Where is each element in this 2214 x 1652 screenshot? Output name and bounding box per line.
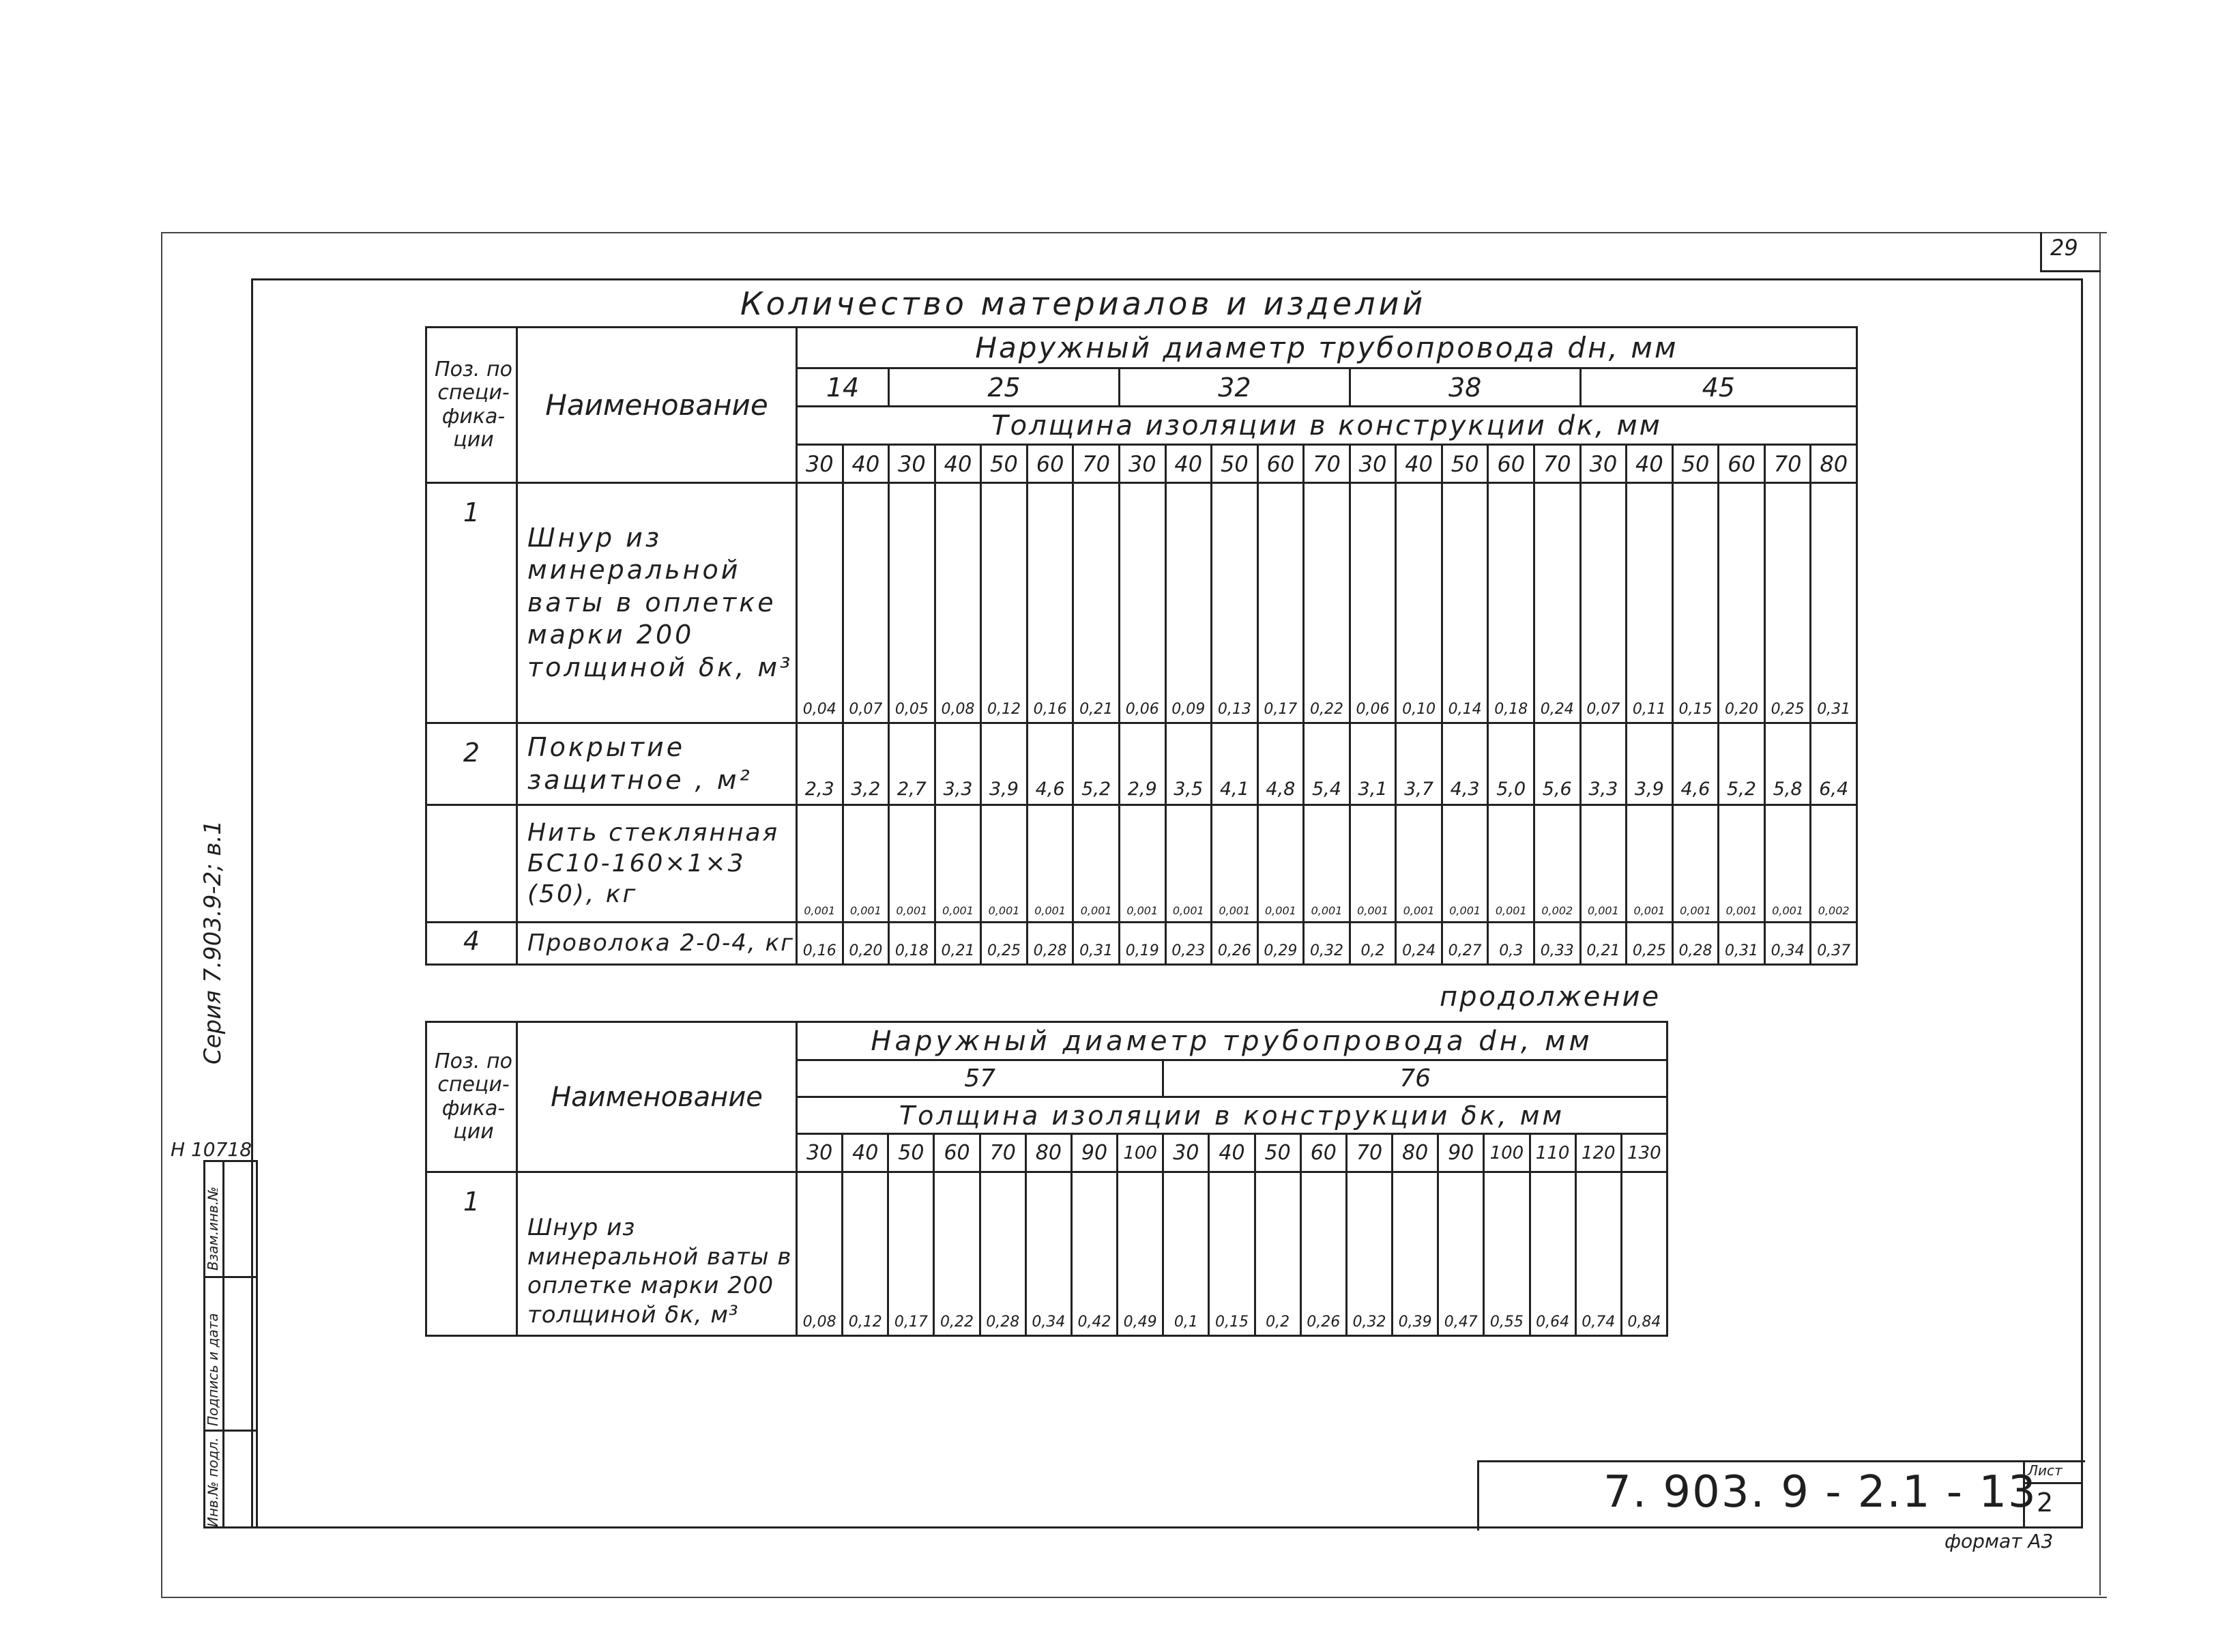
value-cell: 0,001 <box>1027 805 1073 923</box>
thickness-cell: 70 <box>1534 445 1581 483</box>
row-name: Шнур из минеральной ваты в оплетке марки 200 толщиной δк, м³ <box>517 1172 797 1336</box>
value-cell: 0,25 <box>981 923 1028 965</box>
value-cell: 0,26 <box>1212 923 1258 965</box>
value-cell: 0,05 <box>889 483 935 723</box>
thickness-cell: 60 <box>1027 445 1073 483</box>
thickness-cell: 90 <box>1071 1134 1117 1172</box>
thickness-header: Толщина изоляции в конструкции dк, мм <box>797 407 1857 445</box>
series-label: Серия 7.903.9-2; в.1 <box>199 820 227 1064</box>
diameter-cell: 38 <box>1350 368 1580 407</box>
diameter-cell: 14 <box>797 368 889 407</box>
thickness-cell: 70 <box>980 1134 1025 1172</box>
value-cell: 0,39 <box>1393 1172 1438 1336</box>
value-cell: 0,2 <box>1350 923 1396 965</box>
value-cell: 4,6 <box>1027 723 1073 805</box>
value-cell: 3,5 <box>1165 723 1212 805</box>
value-cell: 4,6 <box>1672 723 1719 805</box>
value-cell: 0,34 <box>1025 1172 1071 1336</box>
value-cell: 0,17 <box>888 1172 934 1336</box>
thickness-cell: 90 <box>1438 1134 1484 1172</box>
value-cell: 0,20 <box>1719 483 1765 723</box>
value-cell: 0,34 <box>1764 923 1811 965</box>
value-cell: 0,12 <box>843 1172 888 1336</box>
value-cell: 0,24 <box>1534 483 1581 723</box>
value-cell: 0,001 <box>1073 805 1120 923</box>
thickness-cell: 50 <box>981 445 1028 483</box>
value-cell: 0,23 <box>1165 923 1212 965</box>
value-cell: 0,18 <box>1488 483 1534 723</box>
value-cell: 5,2 <box>1719 723 1765 805</box>
thickness-cell: 40 <box>1396 445 1442 483</box>
value-cell: 2,3 <box>797 723 843 805</box>
value-cell: 0,12 <box>981 483 1028 723</box>
value-cell: 0,22 <box>934 1172 980 1336</box>
name-header: Наименование <box>517 328 797 483</box>
value-cell: 0,001 <box>1165 805 1212 923</box>
row-name: Нить стеклянная БС10-160×1×3 (50), кг <box>517 805 797 923</box>
value-cell: 0,49 <box>1118 1172 1163 1336</box>
value-cell: 0,42 <box>1071 1172 1117 1336</box>
value-cell: 0,26 <box>1300 1172 1346 1336</box>
value-cell: 0,001 <box>1672 805 1719 923</box>
value-cell: 0,32 <box>1304 923 1350 965</box>
side-stamp-signature: Подпись и дата <box>205 1313 221 1426</box>
thickness-cell: 50 <box>1672 445 1719 483</box>
value-cell: 5,6 <box>1534 723 1581 805</box>
value-cell: 4,8 <box>1257 723 1304 805</box>
value-cell: 0,08 <box>935 483 981 723</box>
thickness-cell: 50 <box>1255 1134 1300 1172</box>
thickness-cell: 40 <box>935 445 981 483</box>
value-cell: 0,29 <box>1257 923 1304 965</box>
pos-header: Поз. по специ- фика- ции <box>426 1022 517 1172</box>
thickness-cell: 80 <box>1393 1134 1438 1172</box>
thickness-cell: 30 <box>1163 1134 1209 1172</box>
value-cell: 3,9 <box>981 723 1028 805</box>
inventory-number: Н 10718 <box>171 1138 252 1161</box>
thickness-cell: 40 <box>1209 1134 1255 1172</box>
value-cell: 0,19 <box>1119 923 1165 965</box>
row-name: Шнур из минеральной ваты в оплетке марки 200 толщиной δк, м³ <box>517 483 797 723</box>
value-cell: 0,25 <box>1764 483 1811 723</box>
thickness-cell: 60 <box>1300 1134 1346 1172</box>
table-row <box>426 923 1857 965</box>
thickness-cell: 30 <box>1350 445 1396 483</box>
thickness-cell: 80 <box>1025 1134 1071 1172</box>
outer-sheet-right-edge <box>2099 232 2101 1595</box>
value-cell: 0,21 <box>1580 923 1627 965</box>
table-row <box>426 805 1857 923</box>
value-cell: 0,13 <box>1212 483 1258 723</box>
value-cell: 0,15 <box>1672 483 1719 723</box>
value-cell: 0,10 <box>1396 483 1442 723</box>
thickness-cell: 60 <box>1488 445 1534 483</box>
value-cell: 3,7 <box>1396 723 1442 805</box>
document-number: 7. 903. 9 - 2.1 - 13 <box>1603 1467 2037 1518</box>
thickness-cell: 110 <box>1530 1134 1575 1172</box>
value-cell: 0,001 <box>1627 805 1673 923</box>
thickness-cell: 70 <box>1764 445 1811 483</box>
row-name: Покрытие защитное , м² <box>517 723 797 805</box>
table-row <box>426 1172 1667 1336</box>
thickness-cell: 100 <box>1118 1134 1163 1172</box>
value-cell: 0,16 <box>797 923 843 965</box>
thickness-cell: 70 <box>1073 445 1120 483</box>
thickness-cell: 60 <box>1257 445 1304 483</box>
diameter-cell: 57 <box>797 1060 1163 1097</box>
value-cell: 0,28 <box>1672 923 1719 965</box>
value-cell: 0,47 <box>1438 1172 1484 1336</box>
value-cell: 0,1 <box>1163 1172 1209 1336</box>
value-cell: 0,24 <box>1396 923 1442 965</box>
value-cell: 3,3 <box>1580 723 1627 805</box>
thickness-cell: 70 <box>1304 445 1350 483</box>
diameter-header: Наружный диаметр трубопровода dн, мм <box>797 328 1857 368</box>
side-stamp-replace: Взам.инв.№ <box>205 1186 221 1271</box>
thickness-cell: 50 <box>1442 445 1488 483</box>
value-cell: 0,31 <box>1719 923 1765 965</box>
page-title: Количество материалов и изделий <box>740 285 1427 322</box>
value-cell: 0,32 <box>1346 1172 1392 1336</box>
value-cell: 0,001 <box>1119 805 1165 923</box>
value-cell: 0,64 <box>1530 1172 1575 1336</box>
value-cell: 0,06 <box>1119 483 1165 723</box>
value-cell: 2,9 <box>1119 723 1165 805</box>
value-cell: 0,07 <box>1580 483 1627 723</box>
value-cell: 0,17 <box>1257 483 1304 723</box>
value-cell: 0,07 <box>843 483 889 723</box>
diameter-header: Наружный диаметр трубопровода dн, мм <box>797 1022 1667 1060</box>
value-cell: 0,08 <box>797 1172 843 1336</box>
value-cell: 0,002 <box>1534 805 1581 923</box>
value-cell: 0,001 <box>981 805 1028 923</box>
value-cell: 0,001 <box>843 805 889 923</box>
value-cell: 0,31 <box>1073 923 1120 965</box>
thickness-cell: 40 <box>843 445 889 483</box>
row-position: 1 <box>426 483 517 723</box>
thickness-cell: 60 <box>934 1134 980 1172</box>
value-cell: 0,18 <box>889 923 935 965</box>
value-cell: 0,001 <box>1212 805 1258 923</box>
value-cell: 0,22 <box>1304 483 1350 723</box>
value-cell: 0,001 <box>889 805 935 923</box>
thickness-cell: 120 <box>1575 1134 1621 1172</box>
value-cell: 0,04 <box>797 483 843 723</box>
corner-number: 29 <box>2050 235 2078 261</box>
materials-table-continuation <box>425 1021 1668 1337</box>
thickness-cell: 40 <box>1165 445 1212 483</box>
value-cell: 0,001 <box>797 805 843 923</box>
value-cell: 0,25 <box>1627 923 1673 965</box>
value-cell: 3,3 <box>935 723 981 805</box>
value-cell: 0,3 <box>1488 923 1534 965</box>
value-cell: 0,15 <box>1209 1172 1255 1336</box>
thickness-cell: 50 <box>888 1134 934 1172</box>
row-position: 4 <box>426 923 517 965</box>
sheet-number: 2 <box>2037 1488 2054 1518</box>
value-cell: 0,28 <box>980 1172 1025 1336</box>
thickness-cell: 30 <box>797 1134 843 1172</box>
value-cell: 3,1 <box>1350 723 1396 805</box>
value-cell: 0,001 <box>1442 805 1488 923</box>
value-cell: 5,4 <box>1304 723 1350 805</box>
table-row <box>426 483 1857 723</box>
value-cell: 0,33 <box>1534 923 1581 965</box>
value-cell: 0,74 <box>1575 1172 1621 1336</box>
value-cell: 5,8 <box>1764 723 1811 805</box>
value-cell: 3,2 <box>843 723 889 805</box>
continuation-label: продолжение <box>1440 981 1661 1013</box>
thickness-cell: 30 <box>1580 445 1627 483</box>
value-cell: 0,28 <box>1027 923 1073 965</box>
thickness-cell: 70 <box>1346 1134 1392 1172</box>
binding-line-1 <box>203 1276 258 1278</box>
value-cell: 0,001 <box>1304 805 1350 923</box>
row-name: Проволока 2-0-4, кг <box>517 923 797 965</box>
value-cell: 2,7 <box>889 723 935 805</box>
thickness-cell: 130 <box>1621 1134 1667 1172</box>
row-position: 1 <box>426 1172 517 1336</box>
row-position <box>426 805 517 923</box>
materials-table <box>425 326 1858 966</box>
thickness-cell: 80 <box>1811 445 1857 483</box>
value-cell: 0,2 <box>1255 1172 1300 1336</box>
value-cell: 0,001 <box>1488 805 1534 923</box>
value-cell: 4,1 <box>1212 723 1258 805</box>
name-header: Наименование <box>517 1022 797 1172</box>
value-cell: 0,09 <box>1165 483 1212 723</box>
thickness-cell: 40 <box>1627 445 1673 483</box>
value-cell: 0,06 <box>1350 483 1396 723</box>
value-cell: 0,31 <box>1811 483 1857 723</box>
value-cell: 0,001 <box>1257 805 1304 923</box>
value-cell: 0,21 <box>935 923 981 965</box>
value-cell: 0,84 <box>1621 1172 1667 1336</box>
value-cell: 6,4 <box>1811 723 1857 805</box>
row-position: 2 <box>426 723 517 805</box>
value-cell: 0,55 <box>1484 1172 1530 1336</box>
value-cell: 0,001 <box>1719 805 1765 923</box>
binding-strip-divider <box>222 1160 224 1528</box>
value-cell: 0,11 <box>1627 483 1673 723</box>
value-cell: 0,002 <box>1811 805 1857 923</box>
thickness-cell: 30 <box>889 445 935 483</box>
pos-header: Поз. по специ- фика- ции <box>426 328 517 483</box>
value-cell: 3,9 <box>1627 723 1673 805</box>
value-cell: 5,0 <box>1488 723 1534 805</box>
value-cell: 0,16 <box>1027 483 1073 723</box>
diameter-cell: 25 <box>889 368 1120 407</box>
side-stamp-inv: Инв.№ подл. <box>205 1437 221 1527</box>
value-cell: 0,37 <box>1811 923 1857 965</box>
value-cell: 0,20 <box>843 923 889 965</box>
value-cell: 0,001 <box>1764 805 1811 923</box>
thickness-cell: 50 <box>1212 445 1258 483</box>
sheet-label: Лист <box>2028 1462 2063 1479</box>
diameter-cell: 45 <box>1580 368 1856 407</box>
thickness-cell: 30 <box>1119 445 1165 483</box>
thickness-cell: 30 <box>797 445 843 483</box>
binding-line-2 <box>203 1430 258 1432</box>
value-cell: 0,27 <box>1442 923 1488 965</box>
thickness-header: Толщина изоляции в конструкции δк, мм <box>797 1097 1667 1134</box>
value-cell: 0,21 <box>1073 483 1120 723</box>
value-cell: 0,001 <box>935 805 981 923</box>
value-cell: 0,001 <box>1580 805 1627 923</box>
thickness-cell: 40 <box>843 1134 888 1172</box>
diameter-cell: 76 <box>1163 1060 1667 1097</box>
value-cell: 0,14 <box>1442 483 1488 723</box>
diameter-cell: 32 <box>1119 368 1350 407</box>
value-cell: 5,2 <box>1073 723 1120 805</box>
thickness-cell: 60 <box>1719 445 1765 483</box>
format-label: формат А3 <box>1944 1530 2054 1552</box>
value-cell: 0,001 <box>1350 805 1396 923</box>
thickness-cell: 100 <box>1484 1134 1530 1172</box>
value-cell: 4,3 <box>1442 723 1488 805</box>
table-row <box>426 723 1857 805</box>
value-cell: 0,001 <box>1396 805 1442 923</box>
